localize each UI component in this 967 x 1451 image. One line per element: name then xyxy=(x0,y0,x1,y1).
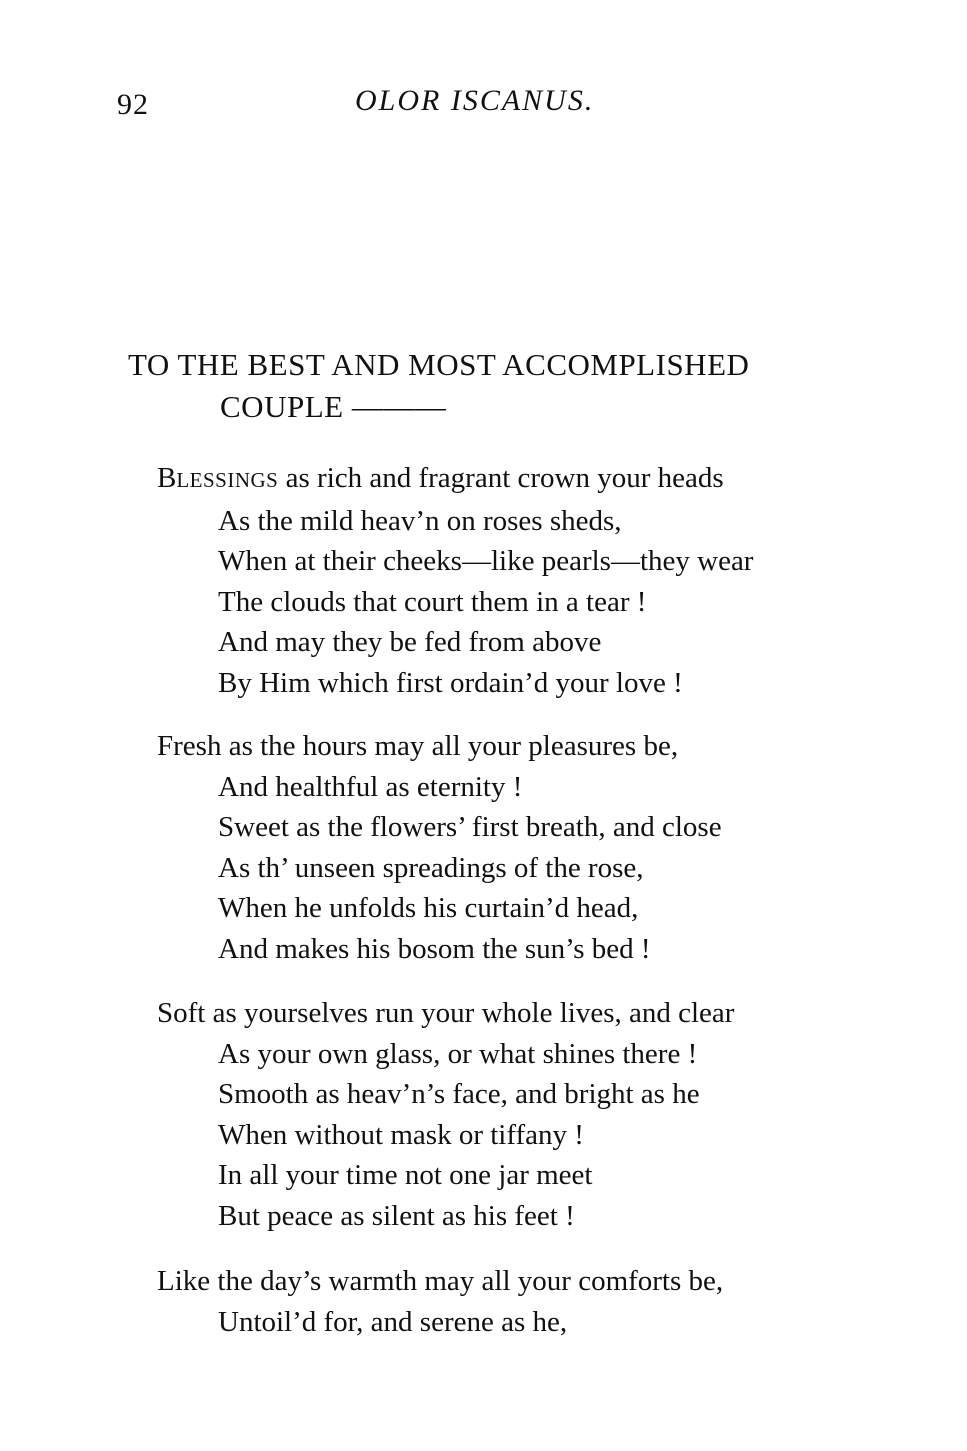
first-line-rest: as rich and fragrant crown your heads xyxy=(278,462,724,494)
poem-title-line-2: COUPLE ——— xyxy=(220,389,447,424)
stanza-2 xyxy=(157,726,917,969)
stanza-first-line xyxy=(157,458,917,501)
stanza-4 xyxy=(157,1261,917,1342)
smallcaps-word: LESSINGS xyxy=(176,468,279,492)
page-number: 92 xyxy=(117,88,149,121)
poem-line: But peace as silent as his feet ! xyxy=(218,1199,575,1232)
stanza-3 xyxy=(157,993,917,1236)
poem-line: As your own glass, or what shines there ! xyxy=(218,1037,698,1070)
poem-line: When he unfolds his curtain’d head, xyxy=(218,892,639,924)
stanza-first-line: Fresh as the hours may all your pleasures be, xyxy=(157,730,679,762)
poem-line: Untoil’d for, and serene as he, xyxy=(218,1305,568,1338)
poem-title xyxy=(128,344,888,428)
poem-line: As the mild heav’n on roses sheds, xyxy=(218,504,622,537)
poem-line: As th’ unseen spreadings of the rose, xyxy=(218,851,644,884)
poem-line: When without mask or tiffany ! xyxy=(218,1118,584,1151)
poem-title-line-1: TO THE BEST AND MOST ACCOMPLISHED xyxy=(128,347,750,382)
poem-line: By Him which first ordain’d your love ! xyxy=(218,666,683,699)
poem-line: Sweet as the flowers’ first breath, and close xyxy=(218,811,722,843)
running-title: OLOR ISCANUS. xyxy=(355,84,595,117)
poem-line: Smooth as heav’n’s face, and bright as he xyxy=(218,1078,700,1110)
stanza-first-line: Like the day’s warmth may all your comforts be, xyxy=(157,1265,724,1297)
poem-line: When at their cheeks—like pearls—they wear xyxy=(218,545,754,577)
poem-line: The clouds that court them in a tear ! xyxy=(218,585,647,618)
stanza-first-line: Soft as yourselves run your whole lives, and clear xyxy=(157,997,735,1029)
drop-initial: B xyxy=(157,462,177,494)
poem-line: And healthful as eternity ! xyxy=(218,770,523,803)
poem-line: And makes his bosom the sun’s bed ! xyxy=(218,932,651,965)
running-head xyxy=(0,84,967,124)
poem-line: In all your time not one jar meet xyxy=(218,1159,593,1191)
stanza-1 xyxy=(157,458,917,703)
poem-line: And may they be fed from above xyxy=(218,626,602,658)
